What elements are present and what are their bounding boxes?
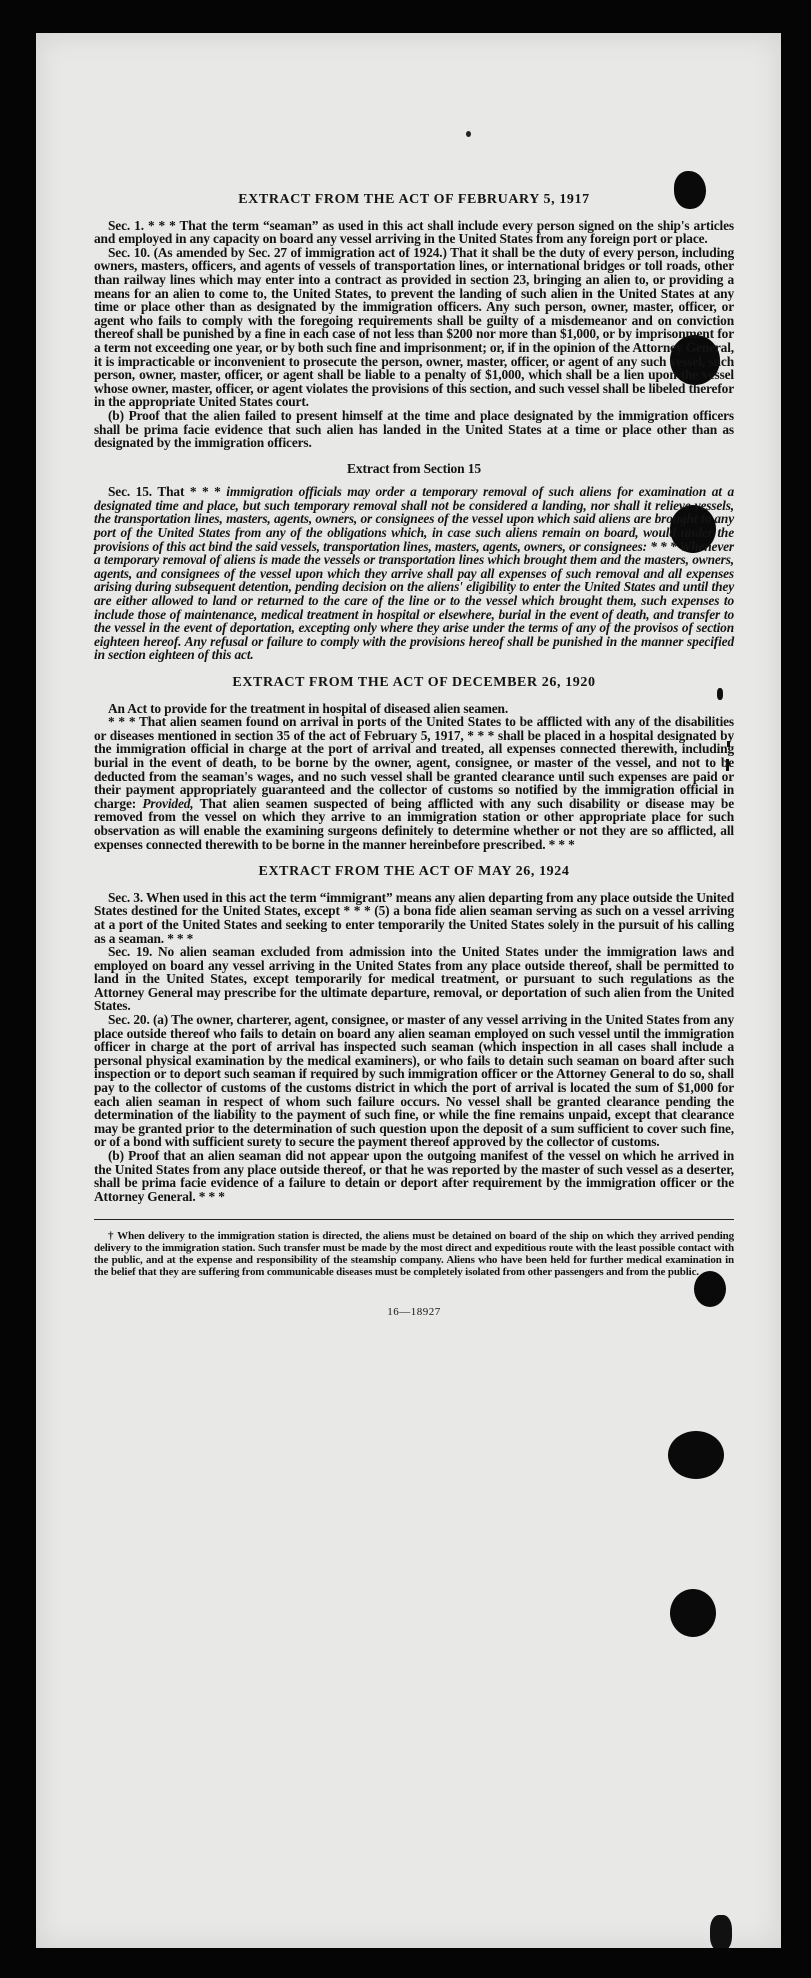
punch-hole (668, 1431, 724, 1479)
act-1920-body-paragraph (94, 715, 734, 851)
section-1-paragraph: Sec. 1. * * * That the term “seaman” as used in this act shall include every person signed on the ship's articles and employed in any capacity on board any vessel arriving in the United States from any foreign port or place. (94, 217, 734, 247)
section-20b-paragraph: (b) Proof that an alien seaman did not appear upon the outgoing manifest of the vessel on which he arrived in the United States from any place outside thereof, or that he was reported by the master of such vessel as a deserter, shall be prima facie evidence of a failure to detain or deport after requirement by the immigration officer or the Attorney General. * * * (94, 1148, 734, 1204)
footnote-divider (94, 1219, 734, 1220)
section-10-paragraph: Sec. 10. (As amended by Sec. 27 of immigration act of 1924.) That it shall be the duty of every person, including owners, masters, officers, and agents of vessels of transportation lines, or international bridges or toll roads, other than railway lines which may enter into a contract as provided in section 23, bringing an alien to, or providing a means for an alien to come to, the United States, to prevent the landing of such alien in the United States at any time or place other than as designated by the immigration officers. Any such person, owner, master, officer, or agent who fails to comply with the foregoing requirements shall be guilty of a misdemeanor and on conviction thereof shall be punished by a fine in each case of not less than $200 nor more than $1,000, or by imprisonment for a term not exceeding one year, or by both such fine and imprisonment; or, if in the opinion of the Attorney General, it is impracticable or inconvenient to prosecute the person, owner, master, officer, or agent of any such vessel, such person, owner, master, officer, or agent shall be liable to a penalty of $1,000, which shall be a lien upon the vessel whose owner, master, officer, or agent violates the provisions of this section, and such vessel shall be libeled therefor in the appropriate United States court. (94, 244, 734, 410)
heading-act-1917: EXTRACT FROM THE ACT OF FEBRUARY 5, 1917 (238, 192, 590, 207)
heading-section-15: Extract from Section 15 (347, 460, 481, 476)
document-body (94, 193, 734, 1320)
section-15-paragraph (94, 485, 734, 662)
act-1920-body-b: That alien seamen suspected of being afflicted with any such disability or disease may be removed from the vessel on which they arrive to an immigration station or other appropriate place for such observation as will enable the examining surgeons definitely to determine whether or not they are so afflicted, all expenses connected therewith to be borne in the manner hereinbefore prescribed. * * * (94, 795, 734, 852)
punch-hole (670, 1589, 716, 1637)
document-number: 16—18927 (387, 1306, 441, 1319)
section-15-text: immigration officials may order a temporary removal of such aliens for examination at a designated time and place, but such temporary removal shall not be considered a landing, nor shall it relieve vessels, the transportation lines, masters, agents, owners, or consignees of the vessel upon which said aliens are brought to any port of the United States from any of the obligations which, in case such aliens remain on board, would under the provisions of this act bind the said vessels, transportation lines, masters, agents, owners, or consignees: * * * Whenever a temporary removal of aliens is made the vessels or transportation lines which brought them and the masters, owners, agents, and consignees of the vessel upon which they arrive shall pay all expenses of such removal and all expenses arising during subsequent detention, pending decision on the aliens' eligibility to enter the United States and until they are either allowed to land or returned to the care of the line or to the vessel which brought them, such expenses to include those of maintenance, medical treatment in hospital or elsewhere, burial in the event of death, and transfer to the vessel in the event of deportation, excepting only where they arise under the terms of any of the provisos of section eighteen hereof. Any refusal or failure to comply with the provisions hereof shall be punished in the manner specified in section eighteen of this act. (94, 484, 734, 663)
section-10b-paragraph: (b) Proof that the alien failed to present himself at the time and place designated by the immigration officers shall be prima facie evidence that such alien has landed in the United States at a time or place other than as designated by the immigration officers. (94, 407, 734, 451)
footnote: † When delivery to the immigration station is directed, the aliens must be detained on board of the ship on which they arrived pending delivery to the immigration station. Such transfer must be made by the most direct and expeditious route with the least possible contact with the public, and at the expense and responsibility of the steamship company. Aliens who have been held for further medical examination in the belief that they are suffering from communicable diseases must be completely isolated from other passengers and from the public. (94, 1230, 734, 1279)
act-1920-body-a: * * * That alien seamen found on arrival in ports of the United States to be afflicted with any of the disabilities or diseases mentioned in section 35 of the act of February 5, 1917, * * * shall be placed in a hospital designated by the immigration official in charge at the port of arrival and treated, all expenses connected therewith, including burial in the event of death, to be borne by the owner, agent, consignee, or master of the vessel, and not to be deducted from the seaman's wages, and no such vessel shall be granted clearance until such expenses are paid or their payment appropriately guaranteed and the collector of customs so notified by the immigration official in charge: (94, 714, 734, 811)
provided-word: Provided, (142, 795, 194, 811)
act-1920-title-paragraph: An Act to provide for the treatment in hospital of diseased alien seamen. (108, 700, 509, 716)
section-20a-paragraph: Sec. 20. (a) The owner, charterer, agent, consignee, or master of any vessel arriving in the United States from any place outside thereof who fails to detain on board any alien seaman employed on such vessel until the immigration officer in charge at the port of arrival has inspected such seaman (which inspection in all cases shall include a personal physical examination by the medical examiners), or who fails to detain such seaman on board after such inspection or to deport such seaman if required by such immigration officer or the Attorney General to do so, shall pay to the collector of customs of the customs district in which the port of arrival is located the sum of $1,000 for each alien seaman in respect of whom such failure occurs. No vessel shall be granted clearance pending the determination of the liability to the payment of such fine, or while the fine remains unpaid, except that clearance may be granted prior to the determination of such question upon the deposit of a sum sufficient to cover such fine, or of a bond with sufficient surety to secure the payment thereof approved by the collector of customs. (94, 1012, 734, 1150)
heading-act-1924: EXTRACT FROM THE ACT OF MAY 26, 1924 (258, 864, 570, 880)
document-page (36, 33, 781, 1948)
margin-mark (710, 1915, 732, 1948)
ink-speck (466, 131, 471, 137)
section-19-paragraph: Sec. 19. No alien seaman excluded from admission into the United States under the immigration laws and employed on board any vessel arriving in the United States from any place outside thereof, shall be permitted to land in the United States, except temporarily for medical treatment, or pursuant to such regulations as the Attorney General may prescribe for the ultimate departure, removal, or deportation of such alien from the United States. (94, 944, 734, 1014)
section-15-lead: Sec. 15. That * * * (108, 484, 221, 500)
section-3-paragraph: Sec. 3. When used in this act the term “immigrant” means any alien departing from any place outside the United States destined for the United States, except * * * (5) a bona fide alien seaman serving as such on a vessel arriving at a port of the United States and seeking to enter temporarily the United States solely in the pursuit of his calling as a seaman. * * * (94, 889, 734, 946)
heading-act-1920: EXTRACT FROM THE ACT OF DECEMBER 26, 1920 (232, 675, 596, 690)
